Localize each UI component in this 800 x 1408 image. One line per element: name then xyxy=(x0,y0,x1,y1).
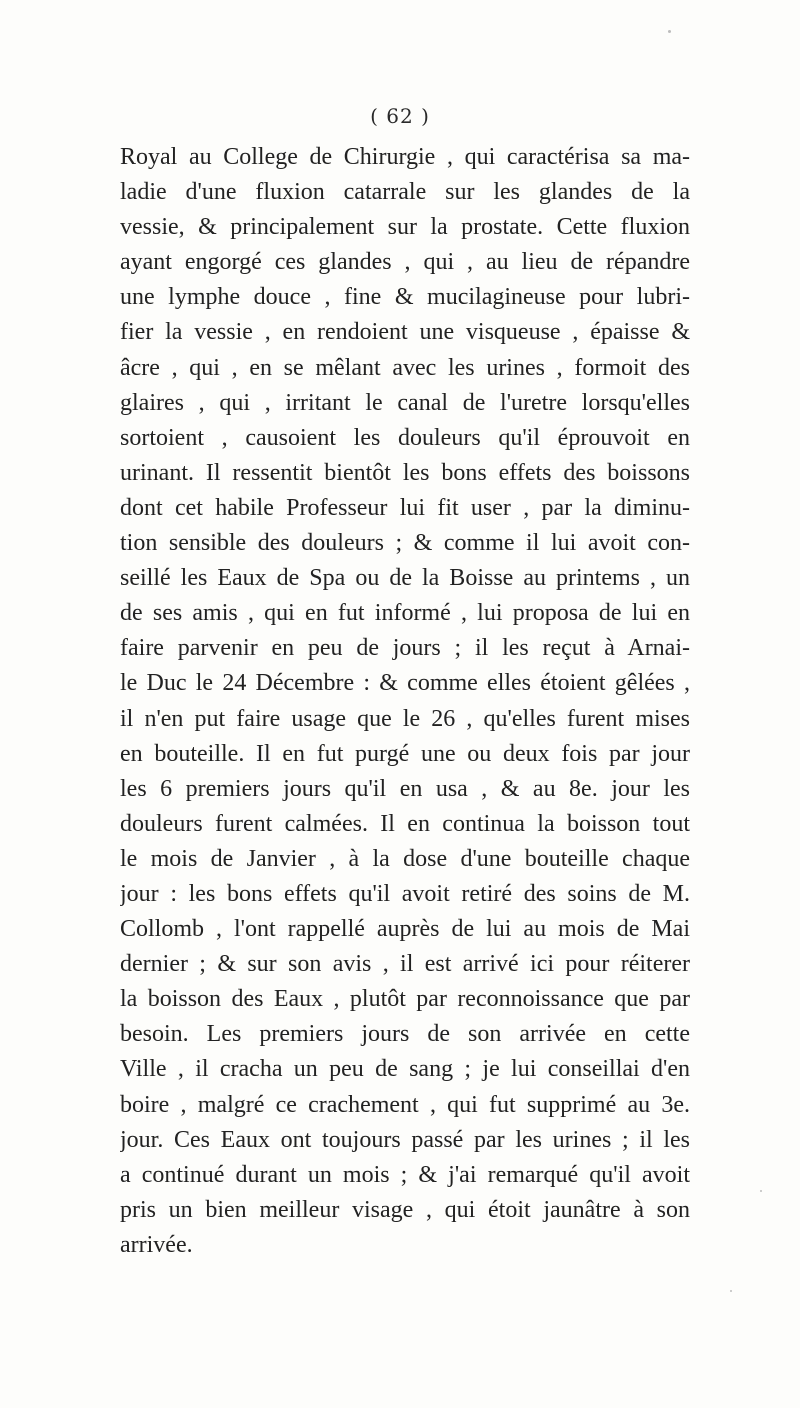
text-line: jour. Ces Eaux ont toujours passé par les urines ; il les xyxy=(120,1126,690,1153)
text-line: a continué durant un mois ; & j'ai remarqué qu'il avoit xyxy=(120,1161,690,1188)
text-line: une lymphe douce , fine & mucilagineuse pour lubri- xyxy=(120,284,690,311)
text-line: boire , malgré ce crachement , qui fut supprimé au 3e. xyxy=(120,1091,690,1118)
text-line: âcre , qui , en se mêlant avec les urines , formoit des xyxy=(120,354,690,381)
text-line: douleurs furent calmées. Il en continua la boisson tout xyxy=(120,810,690,837)
text-line: faire parvenir en peu de jours ; il les reçut à Arnai- xyxy=(120,635,690,662)
text-line: de ses amis , qui en fut informé , lui proposa de lui en xyxy=(120,600,690,627)
text-line: ladie d'une fluxion catarrale sur les glandes de la xyxy=(120,179,690,206)
text-line: jour : les bons effets qu'il avoit retiré des soins de M. xyxy=(120,880,690,907)
text-line: dernier ; & sur son avis , il est arrivé ici pour réiterer xyxy=(120,951,690,978)
text-line: vessie, & principalement sur la prostate. Cette fluxion xyxy=(120,214,690,241)
text-line: Ville , il cracha un peu de sang ; je lui conseillai d'en xyxy=(120,1056,690,1083)
text-line: ayant engorgé ces glandes , qui , au lieu de répandre xyxy=(120,249,690,276)
text-line: la boisson des Eaux , plutôt par reconnoissance que par xyxy=(120,986,690,1013)
text-line: glaires , qui , irritant le canal de l'uretre lorsqu'elles xyxy=(120,389,690,416)
text-line: pris un bien meilleur visage , qui étoit jaunâtre à son xyxy=(120,1196,690,1223)
paper-speck xyxy=(760,1190,762,1192)
text-line: Collomb , l'ont rappellé auprès de lui au mois de Mai xyxy=(120,916,690,943)
text-line: Royal au College de Chirurgie , qui caractérisa sa ma- xyxy=(120,144,690,170)
text-line: le mois de Janvier , à la dose d'une bouteille chaque xyxy=(120,845,690,872)
paper-speck xyxy=(668,30,671,33)
page-number: ( 62 ) xyxy=(370,104,430,128)
paper-speck xyxy=(730,1290,732,1292)
text-line: le Duc le 24 Décembre : & comme elles étoient gêlées , xyxy=(120,670,690,697)
text-line: sortoient , causoient les douleurs qu'il éprouvoit en xyxy=(120,424,690,451)
body-text xyxy=(120,140,690,1263)
text-line: dont cet habile Professeur lui fit user , par la diminu- xyxy=(120,494,690,521)
text-line: besoin. Les premiers jours de son arrivée en cette xyxy=(120,1021,690,1048)
text-line: les 6 premiers jours qu'il en usa , & au 8e. jour les xyxy=(120,775,690,802)
text-line: seillé les Eaux de Spa ou de la Boisse au printems , un xyxy=(120,565,690,592)
text-line: tion sensible des douleurs ; & comme il lui avoit con- xyxy=(120,530,690,557)
text-line: fier la vessie , en rendoient une visqueuse , épaisse & xyxy=(120,319,690,346)
text-line: il n'en put faire usage que le 26 , qu'elles furent mises xyxy=(120,705,690,732)
text-line: urinant. Il ressentit bientôt les bons effets des boissons xyxy=(120,459,690,486)
text-line: arrivée. xyxy=(120,1231,193,1258)
text-line: en bouteille. Il en fut purgé une ou deux fois par jour xyxy=(120,740,690,767)
